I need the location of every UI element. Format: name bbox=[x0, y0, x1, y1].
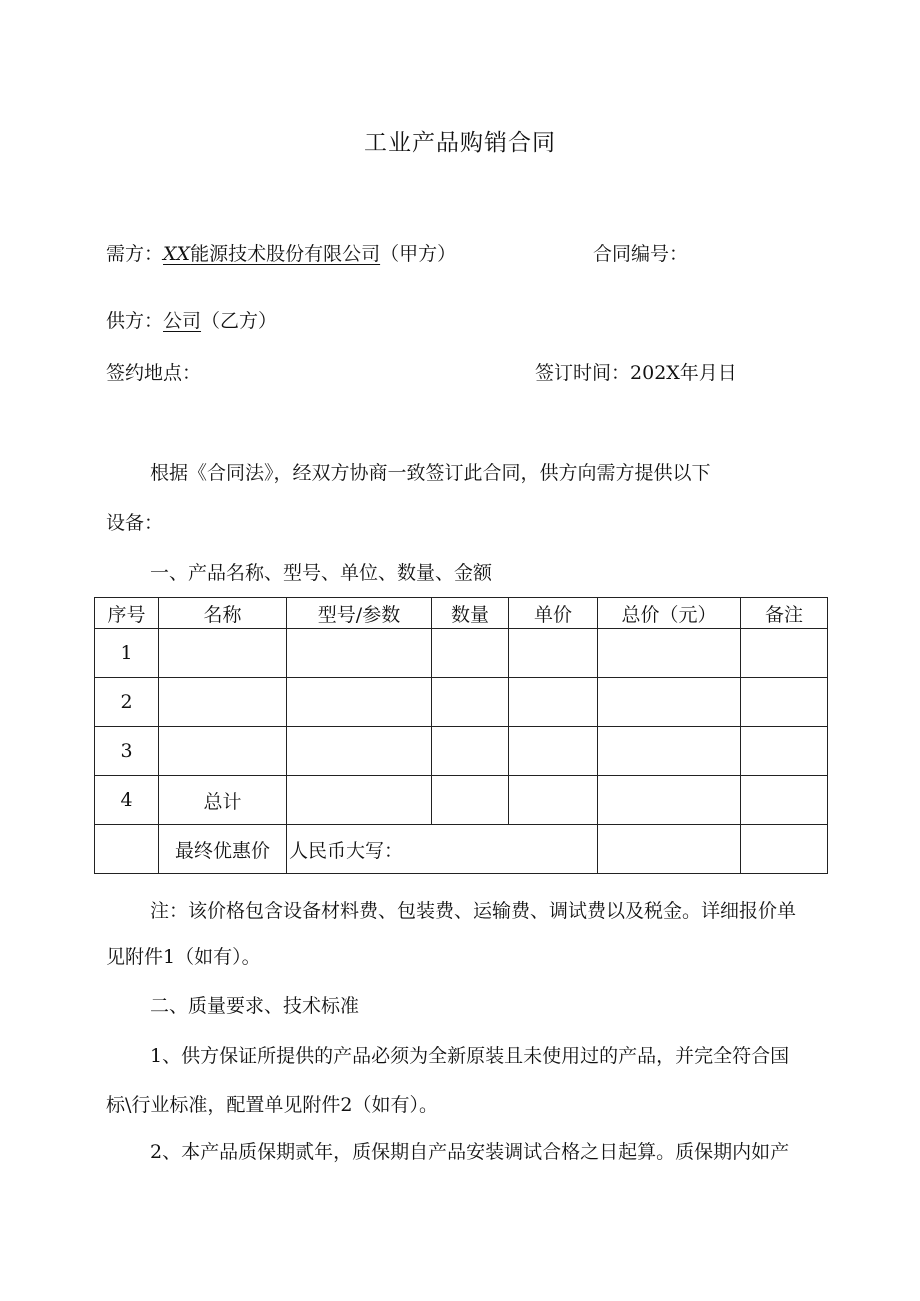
row-number: 1 bbox=[95, 629, 159, 678]
buyer-role: （甲方） bbox=[380, 243, 457, 265]
row-remark bbox=[741, 629, 828, 678]
row-total-price bbox=[598, 776, 741, 825]
buyer-label: 需方： bbox=[106, 243, 164, 265]
sign-time bbox=[535, 364, 737, 383]
row-name: 总计 bbox=[159, 776, 287, 825]
row-unit-price bbox=[509, 776, 598, 825]
row-total-price bbox=[598, 678, 741, 727]
clause-1-line-1: 1、供方保证所提供的产品必须为全新原装且未使用过的产品，并完全符合国 bbox=[150, 1045, 790, 1067]
sign-time-label: 签订时间： bbox=[535, 362, 631, 384]
clause-2-line-1: 2、本产品质保期贰年，质保期自产品安装调试合格之日起算。质保期内如产 bbox=[150, 1141, 790, 1163]
sign-time-value: 202X年月日 bbox=[630, 362, 737, 384]
row-remark bbox=[741, 678, 828, 727]
supplier-company: 公司 bbox=[163, 310, 202, 332]
row-name bbox=[159, 678, 287, 727]
section-1-heading: 一、产品名称、型号、单位、数量、金额 bbox=[150, 562, 493, 584]
table-row bbox=[95, 629, 828, 678]
product-table bbox=[94, 597, 828, 874]
table-row bbox=[95, 678, 828, 727]
row-model bbox=[287, 678, 432, 727]
header-cell: 备注 bbox=[741, 598, 828, 629]
buyer-line bbox=[106, 245, 456, 264]
row-total-price bbox=[598, 825, 741, 874]
supplier-line bbox=[106, 312, 277, 331]
buyer-company bbox=[163, 243, 380, 265]
row-name bbox=[159, 727, 287, 776]
row-quantity bbox=[432, 678, 509, 727]
supplier-role: （乙方） bbox=[201, 310, 278, 332]
contract-number: 合同编号： bbox=[593, 243, 689, 265]
row-name bbox=[159, 629, 287, 678]
row-quantity bbox=[432, 727, 509, 776]
header-cell: 型号/参数 bbox=[287, 598, 432, 629]
table-header-row bbox=[95, 598, 828, 629]
row-quantity bbox=[432, 629, 509, 678]
row-model bbox=[287, 629, 432, 678]
clause-1-line-2: 标\行业标准，配置单见附件2（如有）。 bbox=[106, 1094, 438, 1116]
table-row bbox=[95, 776, 828, 825]
sign-place: 签约地点： bbox=[106, 362, 202, 384]
contract-title: 工业产品购销合同 bbox=[364, 130, 556, 156]
row-remark bbox=[741, 825, 828, 874]
header-cell: 单价 bbox=[509, 598, 598, 629]
row-quantity bbox=[432, 776, 509, 825]
row-unit-price bbox=[509, 727, 598, 776]
section-2-heading: 二、质量要求、技术标准 bbox=[150, 995, 360, 1017]
row-number: 3 bbox=[95, 727, 159, 776]
final-price-row bbox=[95, 825, 828, 874]
row-number: 2 bbox=[95, 678, 159, 727]
supplier-label: 供方： bbox=[106, 310, 164, 332]
row-number bbox=[95, 825, 159, 874]
final-price-label: 最终优惠价 bbox=[159, 825, 287, 874]
row-model bbox=[287, 727, 432, 776]
intro-line-2: 设备： bbox=[106, 512, 164, 534]
intro-line-1: 根据《合同法》，经双方协商一致签订此合同，供方向需方提供以下 bbox=[150, 462, 711, 484]
row-model bbox=[287, 776, 432, 825]
header-cell: 总价（元） bbox=[598, 598, 741, 629]
header-cell: 名称 bbox=[159, 598, 287, 629]
row-total-price bbox=[598, 727, 741, 776]
row-unit-price bbox=[509, 629, 598, 678]
header-cell: 序号 bbox=[95, 598, 159, 629]
row-number: 4 bbox=[95, 776, 159, 825]
row-total-price bbox=[598, 629, 741, 678]
row-remark bbox=[741, 727, 828, 776]
table-row bbox=[95, 727, 828, 776]
header-cell: 数量 bbox=[432, 598, 509, 629]
row-unit-price bbox=[509, 678, 598, 727]
buyer-company-prefix: XX bbox=[163, 243, 191, 265]
buyer-company-rest: 能源技术股份有限公司 bbox=[190, 243, 381, 265]
rmb-amount-label: 人民币大写： bbox=[287, 825, 598, 874]
row-remark bbox=[741, 776, 828, 825]
note-line-2: 见附件1（如有）。 bbox=[106, 946, 261, 968]
note-line-1: 注：该价格包含设备材料费、包装费、运输费、调试费以及税金。详细报价单 bbox=[150, 900, 797, 922]
